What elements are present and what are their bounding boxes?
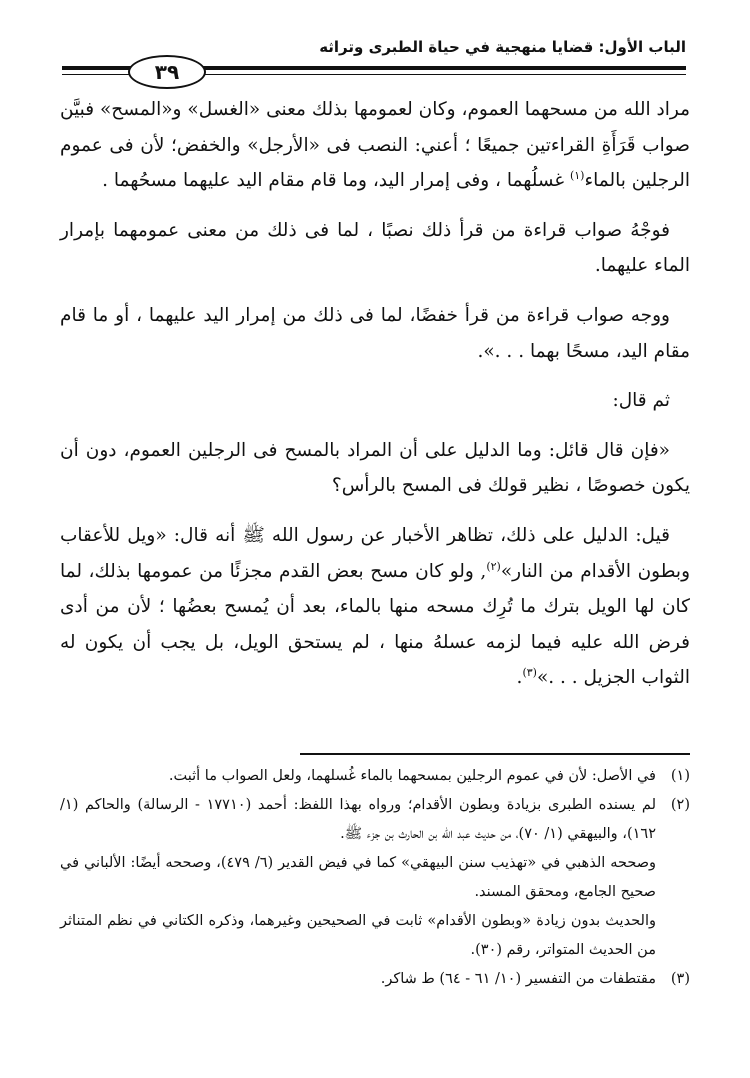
footnote-mark: (١) <box>670 768 690 784</box>
footnote-text: في الأصل: لأن في عموم الرجلين بمسحهما بالماء غُسلهما، ولعل الصواب ما أثبت. <box>168 768 656 784</box>
running-header: الباب الأول: قضايا منهجية في حياة الطبرى وتراثه <box>319 38 686 56</box>
footnote-text: مقتطفات من التفسير (١٠/ ٦١ - ٦٤) ط شاكر. <box>380 971 656 987</box>
footnotes <box>60 762 690 994</box>
footnote-mark: (٢) <box>670 797 690 813</box>
paragraph-2: فوجْهُ صواب قراءة من قرأ ذلك نصبًا ، لما فى ذلك من معنى عمومهما بإمرار الماء عليهما. <box>60 219 690 277</box>
footnote-ref-2: (٢) <box>486 559 501 573</box>
paragraph-3: ووجه صواب قراءة من قرأ خفضًا، لما فى ذلك من إمرار اليد عليهما ، أو ما قام مقام اليد، مسحًا بهما . . .». <box>60 304 690 362</box>
paragraph-6: قيل: الدليل على ذلك، تظاهر الأخبار عن رسول الله ﷺ أنه قال: «ويل للأعقاب وبطون الأقدام من النار»$^{(٢)}$, ولو كان مسح بعض القدم مجزئًا من عمومها بذلك، لما كان لها الويل بترك ما تُرِك مسحه منها بالماء، بعد أن يُمسح بعضُها ؛ لأن من أدى فرض الله عليه فيما لزمه عسلهُ منها ، لم يستحق الويل، بل يجب أن يكون له الثواب الجزيل . . .»$^{(٣)}$. <box>60 524 691 689</box>
paragraph-4: ثم قال: <box>612 390 670 412</box>
footnote-text: وصححه الذهبي في «تهذيب سنن البيهقي» كما في فيض القدير (٦/ ٤٧٩)، وصححه أيضًا: الألباني في صحيح الجامع، ومحقق المسند. <box>60 855 657 900</box>
footnote-2 <box>60 791 690 965</box>
footnote-text: والحديث بدون زيادة «وبطون الأقدام» ثابت في الصحيحين وغيرهما، وذكره الكتاني في نظم المتناثر من الحديث المتواتر، رقم (٣٠). <box>60 913 656 958</box>
footnote-ref-1: (١) <box>569 169 585 183</box>
footnote-1 <box>60 762 690 791</box>
page-number-badge: ٣٩ <box>128 55 206 89</box>
main-text <box>60 92 690 710</box>
footnote-separator <box>300 753 690 755</box>
footnote-text: لم يسنده الطبرى بزيادة وبطون الأقدام؛ ورواه بهذا اللفظ: أحمد (١٧٧١٠ - الرسالة) والحاكم (١/ ١٦٢)، والبيهقي (١/ ٧٠)، من حديث عبد الله بن الحارث بن جزء ﷺ. <box>60 797 656 842</box>
footnote-mark: (٣) <box>670 971 690 987</box>
footnote-3 <box>60 965 690 994</box>
paragraph-1: مراد الله من مسحهما العموم، وكان لعمومها بذلك معنى «الغسل» و«المسح» فبيَّن صواب قَرَأَةِ القراءتين جميعًا ؛ أعني: النصب فى «الأرجل» والخفض؛ لأن فى عموم الرجلين بالماء$^{(١)}$ غسلُهما ، وفى إمرار اليد، وما قام مقام اليد عليهما مسحُهما . <box>60 99 690 192</box>
paragraph-5: «فإن قال قائل: وما الدليل على أن المراد بالمسح فى الرجلين العموم، دون أن يكون خصوصًا ، نظير قولك فى المسح بالرأس؟ <box>60 439 690 497</box>
footnote-ref-3: (٣) <box>522 666 537 680</box>
